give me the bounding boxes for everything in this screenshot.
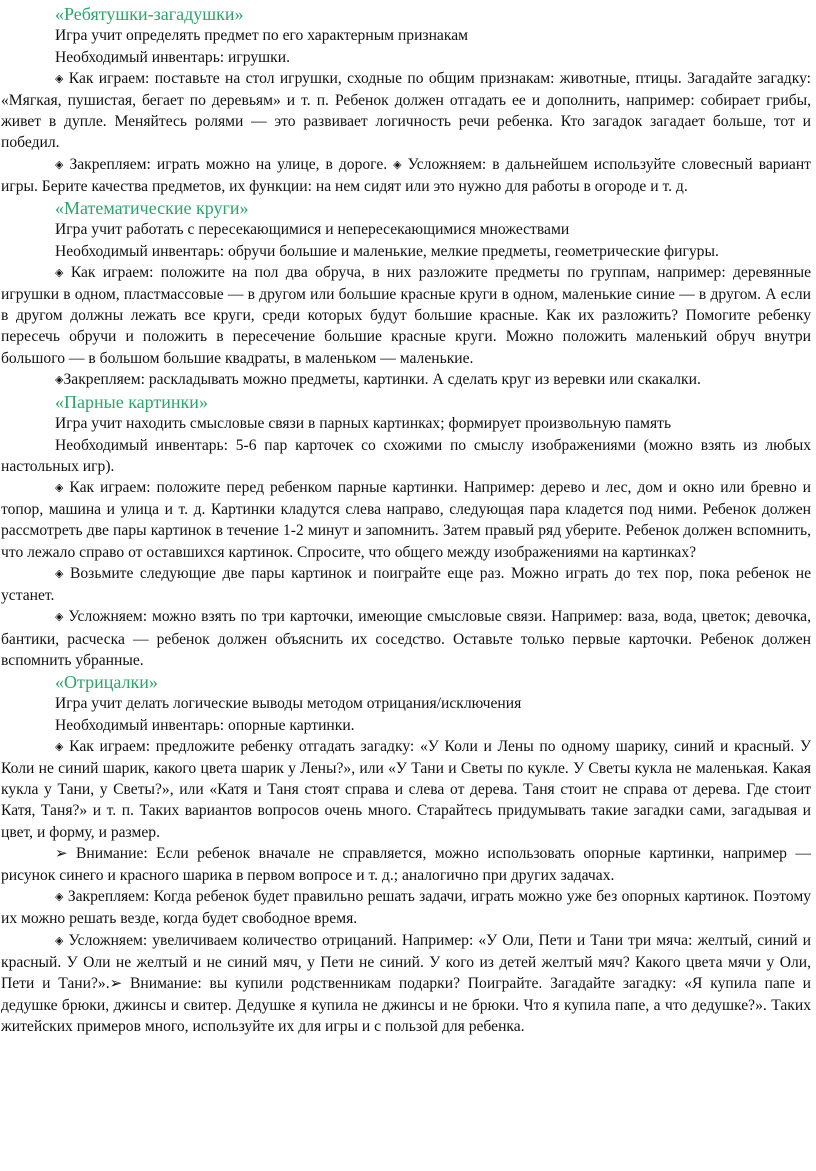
inventory: Необходимый инвентарь: опорные картинки. [55,716,355,734]
how-to-play: ◈ Как играем: предложите ребенку отгадать загадку: «У Коли и Лены по одному шарику, синий и красный. У Коли не синий шарик, какого цвета шарик у Лены?», или «У Тани и Светы по кукле. У Светы кукла не маленькая. Какая кукла у Тани, у Светы?», или «Катя и Таня стоят справа и слева от дерева. Таня стоит не справа от дерева. Где стоит Катя, Таня?» и т. п. Таких вариантов вопросов очень много. Старайтесь придумывать такие загадки сами, загадывая и цвет, и форму, и размер. [1,737,811,841]
diamond-icon: ◈ [55,934,64,947]
section-title: «Парные картинки» [55,392,208,413]
game-goal: Игра учит работать с пересекающимися и непересекающимися множествами [55,221,570,239]
harder: ◈ Усложняем: можно взять по три карточки, имеющие смысловые связи. Например: ваза, вода, цветок; девочка, бантики, расческа — ребенок должен объяснить их соседство. Оставьте только первые карточки. Ребенок должен вспомнить убранные. [1,608,811,669]
how-to-play: ◈ Как играем: положите перед ребенком парные картинки. Например: дерево и лес, дом и окно или бревно и топор, машина и улица и т. д. Картинки кладутся слева направо, следующая пара кладется под ними. Ребенок должен рассмотреть две пары картинок в течение 1-2 минут и запомнить. Затем правый ряд уберите. Ребенок должен вспомнить, что лежало справо от оставшихся картинок. Спросите, что общего между изображениями на картинках? [1,479,811,561]
play-again: ◈ Возьмите следующие две пары картинок и поиграйте еще раз. Можно играть до тех пор, пока ребенок не устанет. [1,564,811,605]
how-to-play: ◈ Как играем: поставьте на стол игрушки, сходные по общим признакам: животные, птицы. Загадайте загадку: «Мягкая, пушистая, бегает по деревьям» и т. п. Ребенок должен отгадать ее и дополнить, например: собирает грибы, живет в дупле. Меняйтесь ролями — это развивает логичность речи ребенка. Кто загадок загадает больше, тот и победил. [1,69,811,152]
diamond-icon: ◈ [55,373,64,386]
game-goal: Игра учит делать логические выводы методом отрицания/исключения [55,695,522,713]
diamond-icon: ◈ [55,567,64,580]
reinforce: ◈Закрепляем: раскладывать можно предметы, картинки. А сделать круг из веревки или скакалки. [1,369,811,391]
diamond-icon: ◈ [55,482,64,495]
game-goal: Игра учит находить смысловые связи в парных картинках; формирует произвольную память [55,415,672,433]
section-title: «Математические круги» [55,198,249,219]
how-to-play: ◈ Как играем: положите на пол два обруча, в них разложите предметы по группам, например: деревянные игрушки в одном, пластмассовые — в другом или большие красные круги в одном, маленькие синие — в другом. А если в другом должны лежать все круги, среди которых будут большие красные. Как их разложить? Помогите ребенку пересечь обручи и положить в пересечение большие красные круги. Можно положить маленький обруч внутри большого — в большом большие квадраты, в маленьком — маленькие. [1,263,811,367]
diamond-icon: ◈ [55,158,64,171]
diamond-icon: ◈ [55,611,64,624]
attention: ➢ Внимание: Если ребенок вначале не справляется, можно использовать опорные картинки, например — рисунок синего и красного шарика в первом вопросе и т. д.; аналогично при других задачах. [1,844,811,884]
diamond-icon: ◈ [55,891,64,904]
arrow-icon: ➢ [109,975,123,992]
diamond-icon: ◈ [55,72,64,85]
game-goal: Игра учит определять предмет по его характерным признакам [55,27,468,45]
diamond-icon: ◈ [393,158,402,171]
section-title: «Ребятушки-загадушки» [55,4,244,24]
reinforce: ◈ Закрепляем: играть можно на улице, в дороге. ◈ Усложняем: в дальнейшем используйте словесный вариант игры. Берите качества предметов, их функции: на нем сидят или это нужно для работы в огороде и т. д. [1,155,811,195]
inventory: Необходимый инвентарь: обручи большие и маленькие, мелкие предметы, геометрические фигуры. [55,242,719,260]
harder: ◈ Усложняем: увеличиваем количество отрицаний. Например: «У Оли, Пети и Тани три мяча: желтый, синий и красный. У Оли не желтый и не синий мяч, у Пети не синий. У кого из детей желтый мяч? Какого цвета мячи у Оли, Пети и Тани?».➢ Внимание: вы купили родственникам подарки? Поиграйте. Загадайте загадку: «Я купила папе и дедушке брюки, джинсы и свитер. Дедушке я купила не джинсы и не брюки. Что я купила папе, а что дедушке?». Таких житейских примеров много, используйте их для игры и с пользой для ребенка. [1,931,811,1036]
inventory: Необходимый инвентарь: игрушки. [55,48,290,66]
diamond-icon: ◈ [55,740,64,753]
inventory: Необходимый инвентарь: 5-6 пар карточек со схожими по смыслу изображениями (можно взять из любых настольных игр). [1,436,811,475]
section-title: «Отрицалки» [55,671,158,692]
reinforce: ◈ Закрепляем: Когда ребенок будет правильно решать задачи, играть можно уже без опорных картинок. Поэтому их можно решать везде, когда будет свободное время. [1,888,811,928]
arrow-icon: ➢ [55,845,68,862]
diamond-icon: ◈ [55,266,64,279]
